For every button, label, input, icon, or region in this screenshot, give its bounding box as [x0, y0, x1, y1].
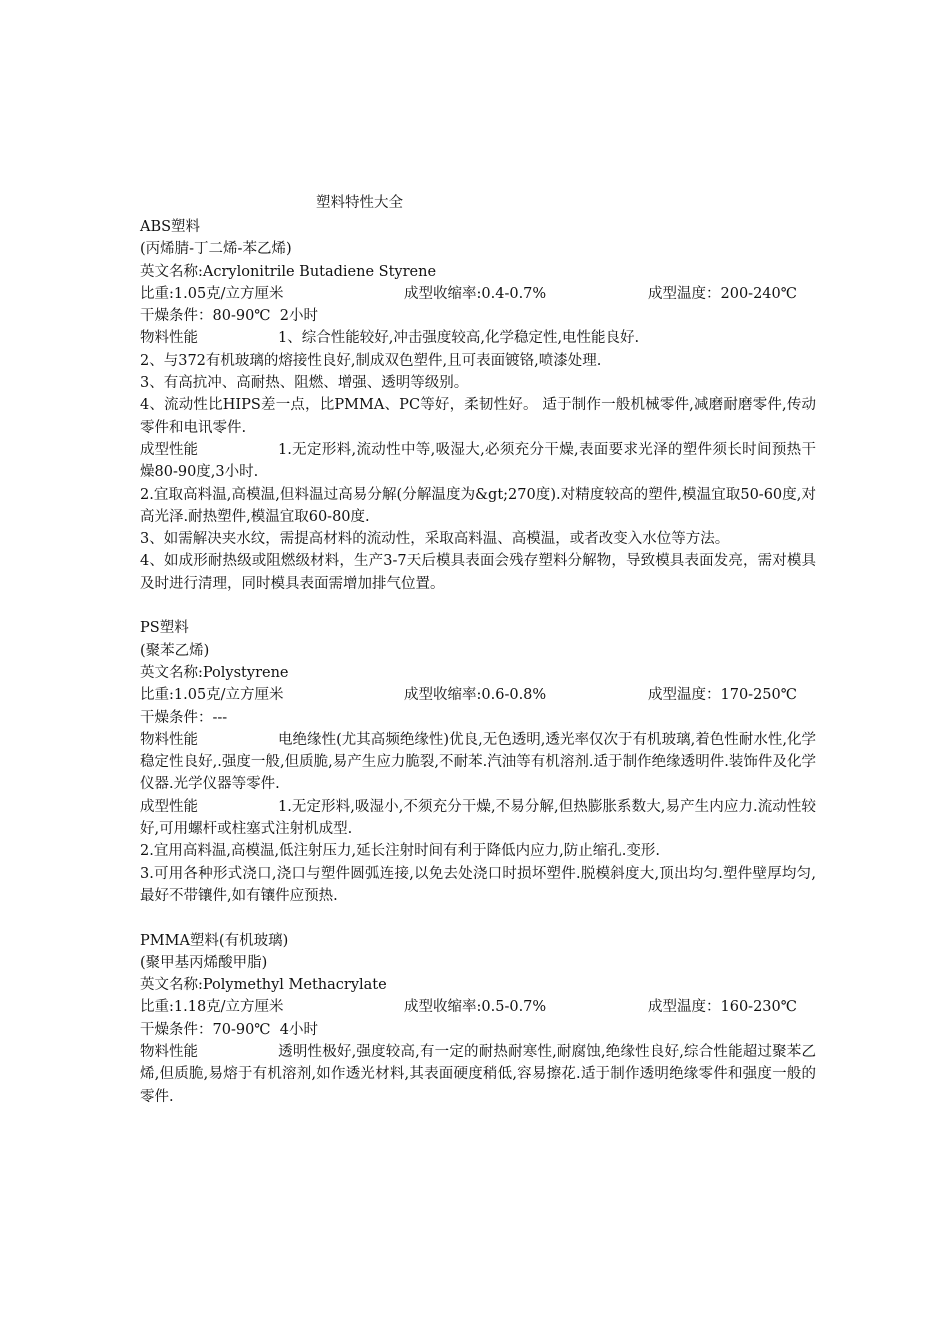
- spec-row: [140, 684, 816, 706]
- shrinkage: 成型收缩率:0.4-0.7%: [404, 285, 547, 302]
- drying-conditions: 干燥条件：---: [140, 709, 228, 726]
- molding-temp: 成型温度：200-240℃: [648, 285, 797, 302]
- section-name: PMMA塑料(有机玻璃): [140, 932, 289, 949]
- shrinkage: 成型收缩率:0.6-0.8%: [404, 687, 547, 704]
- molding-text: 1.无定形料,流动性中等,吸湿大,必须充分干燥,表面要求光泽的塑件须长时间预热干燥80-90度,3小时.: [140, 441, 816, 481]
- material-label: 物料性能: [140, 330, 198, 347]
- material-text: 电绝缘性(尤其高频绝缘性)优良,无色透明,透光率仅次于有机玻璃,着色性耐水性,化学稳定性良好,.强度一般,但质脆,易产生应力脆裂,不耐苯.汽油等有机溶剂.适于制作绝缘透明件.装饰件及化学仪器.光学仪器等零件.: [140, 731, 816, 793]
- document-body: [140, 216, 816, 1130]
- material-label: 物料性能: [140, 731, 198, 748]
- chemical-name: (聚苯乙烯): [140, 642, 210, 659]
- document-title: 塑料特性大全: [316, 195, 403, 211]
- molding-temp: 成型温度：160-230℃: [648, 999, 797, 1016]
- english-name: 英文名称:Acrylonitrile Butadiene Styrene: [140, 263, 437, 280]
- molding-item: 3.可用各种形式浇口,浇口与塑件圆弧连接,以免去处浇口时损坏塑件.脱模斜度大,顶出均匀.塑件壁厚均匀,最好不带镶件,如有镶件应预热.: [140, 865, 816, 904]
- section-name: ABS塑料: [140, 219, 201, 235]
- material-properties: [140, 729, 816, 796]
- drying-conditions: 干燥条件：70-90℃ 4小时: [140, 1021, 318, 1038]
- molding-item: 4、如成形耐热级或阻燃级材料，生产3-7天后模具表面会残存塑料分解物，导致模具表面发亮，需对模具及时进行清理，同时模具表面需增加排气位置。: [140, 553, 816, 592]
- molding-item: 2.宜用高料温,高模温,低注射压力,延长注射时间有利于降低内应力,防止缩孔.变形.: [140, 843, 660, 860]
- density: 比重:1.05克/立方厘米: [140, 285, 284, 302]
- section-pmma: [140, 930, 816, 1108]
- chemical-name: (聚甲基丙烯酸甲脂): [140, 954, 268, 971]
- density: 比重:1.05克/立方厘米: [140, 687, 284, 704]
- material-item: 3、有高抗冲、高耐热、阻燃、增强、透明等级别。: [140, 375, 469, 392]
- shrinkage: 成型收缩率:0.5-0.7%: [404, 999, 547, 1016]
- spec-row: [140, 996, 816, 1018]
- molding-properties: [140, 796, 816, 841]
- material-text: 透明性极好,强度较高,有一定的耐热耐寒性,耐腐蚀,绝缘性良好,综合性能超过聚苯乙烯,但质脆,易熔于有机溶剂,如作透光材料,其表面硬度稍低,容易擦花.适于制作透明绝缘零件和强度一般的零件.: [140, 1043, 816, 1105]
- material-label: 物料性能: [140, 1043, 198, 1060]
- chemical-name: (丙烯腈-丁二烯-苯乙烯): [140, 241, 292, 258]
- molding-item: 3、如需解决夹水纹，需提高材料的流动性，采取高料温、高模温，或者改变入水位等方法。: [140, 531, 730, 548]
- density: 比重:1.18克/立方厘米: [140, 999, 284, 1016]
- drying-conditions: 干燥条件：80-90℃ 2小时: [140, 308, 318, 325]
- material-item: 4、流动性比HIPS差一点，比PMMA、PC等好，柔韧性好。 适于制作一般机械零件,减磨耐磨零件,传动零件和电讯零件.: [140, 397, 816, 436]
- molding-item: 2.宜取高料温,高模温,但料温过高易分解(分解温度为&gt;270度).对精度较高的塑件,模温宜取50-60度,对高光泽.耐热塑件,模温宜取60-80度.: [140, 486, 816, 525]
- spec-row: [140, 283, 816, 305]
- molding-label: 成型性能: [140, 798, 198, 815]
- molding-text: 1.无定形料,吸湿小,不须充分干燥,不易分解,但热膨胀系数大,易产生内应力.流动性较好,可用螺杆或柱塞式注射机成型.: [140, 798, 816, 838]
- english-name: 英文名称:Polymethyl Methacrylate: [140, 977, 387, 994]
- material-properties: [140, 1041, 816, 1108]
- material-item: 2、与372有机玻璃的熔接性良好,制成双色塑件,且可表面镀铬,喷漆处理.: [140, 352, 602, 369]
- molding-label: 成型性能: [140, 441, 198, 458]
- molding-properties: [140, 439, 816, 484]
- section-name: PS塑料: [140, 620, 189, 637]
- material-text: 1、综合性能较好,冲击强度较高,化学稳定性,电性能良好.: [278, 330, 640, 347]
- molding-temp: 成型温度：170-250℃: [648, 687, 797, 704]
- english-name: 英文名称:Polystyrene: [140, 664, 289, 681]
- section-abs: [140, 216, 816, 595]
- material-properties: [140, 327, 816, 349]
- section-ps: [140, 617, 816, 907]
